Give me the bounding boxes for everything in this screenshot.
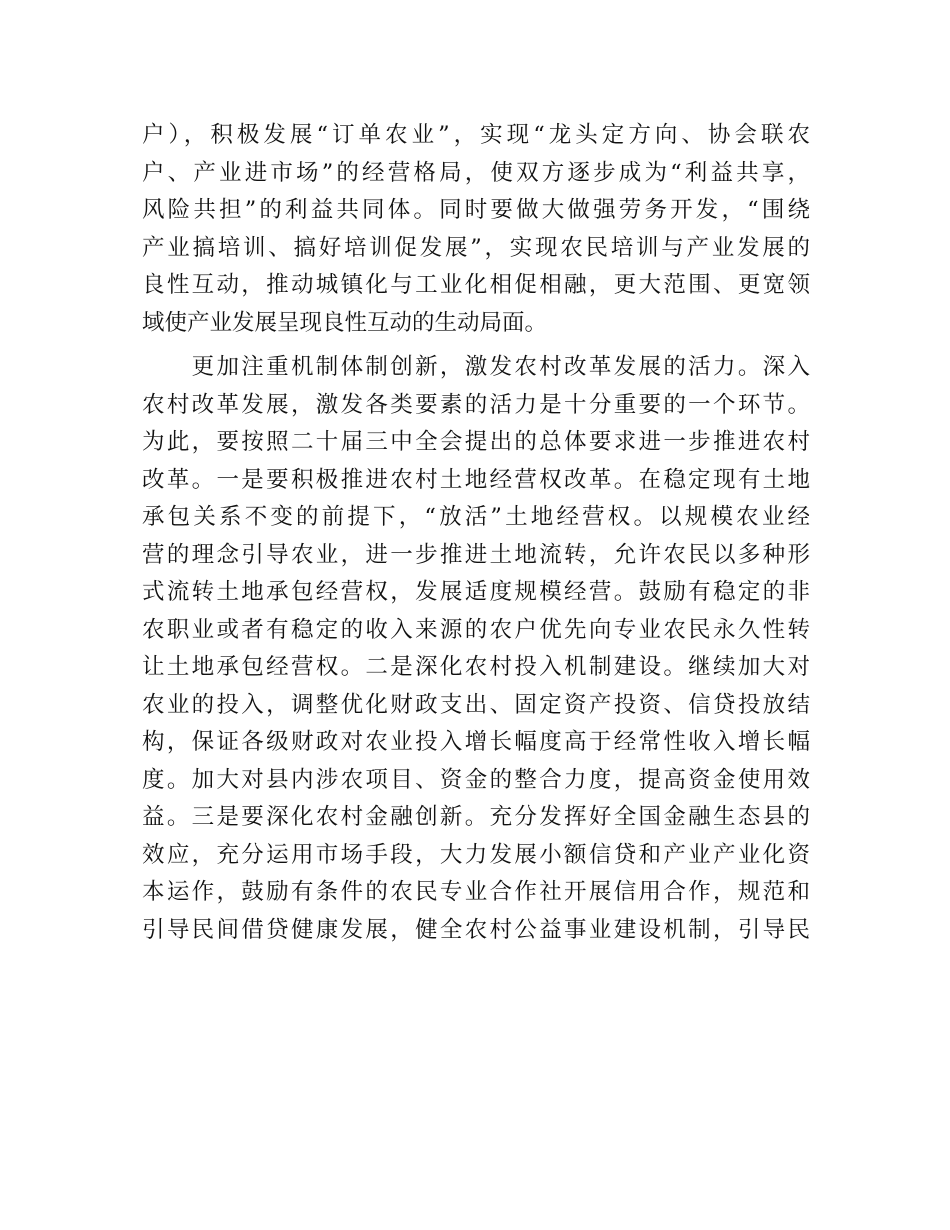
text-line: 度。加大对县内涉农项目、资金的整合力度，提高资金使用效 [142, 766, 810, 793]
text-line: 改革。一是要积极推进农村土地经营权改革。在稳定现有土地 [142, 466, 810, 493]
text-line: 益。三是要深化农村金融创新。充分发挥好全国金融生态县的 [142, 804, 810, 830]
text-line: 域使产业发展呈现良性互动的生动局面。 [142, 309, 548, 336]
text-line: 产业搞培训、搞好培训促发展”，实现农民培训与产业发展的 [142, 234, 810, 261]
text-line: 承包关系不变的前提下，“放活”土地经营权。以规模农业经 [142, 504, 810, 530]
text-line: 式流转土地承包经营权，发展适度规模经营。鼓励有稳定的非 [142, 579, 810, 605]
text-line: 让土地承包经营权。二是深化农村投入机制建设。继续加大对 [142, 654, 810, 680]
text-line: 户），积极发展“订单农业”，实现“龙头定方向、协会联农 [142, 122, 810, 148]
text-line: 农村改革发展，激发各类要素的活力是十分重要的一个环节。 [142, 391, 810, 418]
text-line: 良性互动，推动城镇化与工业化相促相融，更大范围、更宽领 [142, 272, 810, 298]
text-line: 为此，要按照二十届三中全会提出的总体要求进一步推进农村 [142, 429, 810, 455]
text-line: 营的理念引导农业，进一步推进土地流转，允许农民以多种形 [142, 541, 810, 568]
paragraph [142, 117, 810, 342]
text-line: 引导民间借贷健康发展，健全农村公益事业建设机制，引导民 [142, 916, 810, 943]
text-line: 风险共担”的利益共同体。同时要做大做强劳务开发，“围绕 [142, 197, 810, 223]
text-line: 本运作，鼓励有条件的农民专业合作社开展信用合作，规范和 [142, 879, 810, 905]
text-line: 农业的投入，调整优化财政支出、固定资产投资、信贷投放结 [142, 691, 810, 718]
paragraph [142, 349, 810, 949]
text-line: 农职业或者有稳定的收入来源的农户优先向专业农民永久性转 [142, 616, 810, 643]
text-line: 户、产业进市场”的经营格局，使双方逐步成为“利益共享， [142, 159, 810, 186]
text-line: 效应，充分运用市场手段，大力发展小额信贷和产业产业化资 [142, 841, 810, 868]
text-line: 构，保证各级财政对农业投入增长幅度高于经常性收入增长幅 [142, 729, 810, 755]
body-text [142, 117, 810, 949]
text-line: 更加注重机制体制创新，激发农村改革发展的活力。深入 [142, 354, 810, 380]
